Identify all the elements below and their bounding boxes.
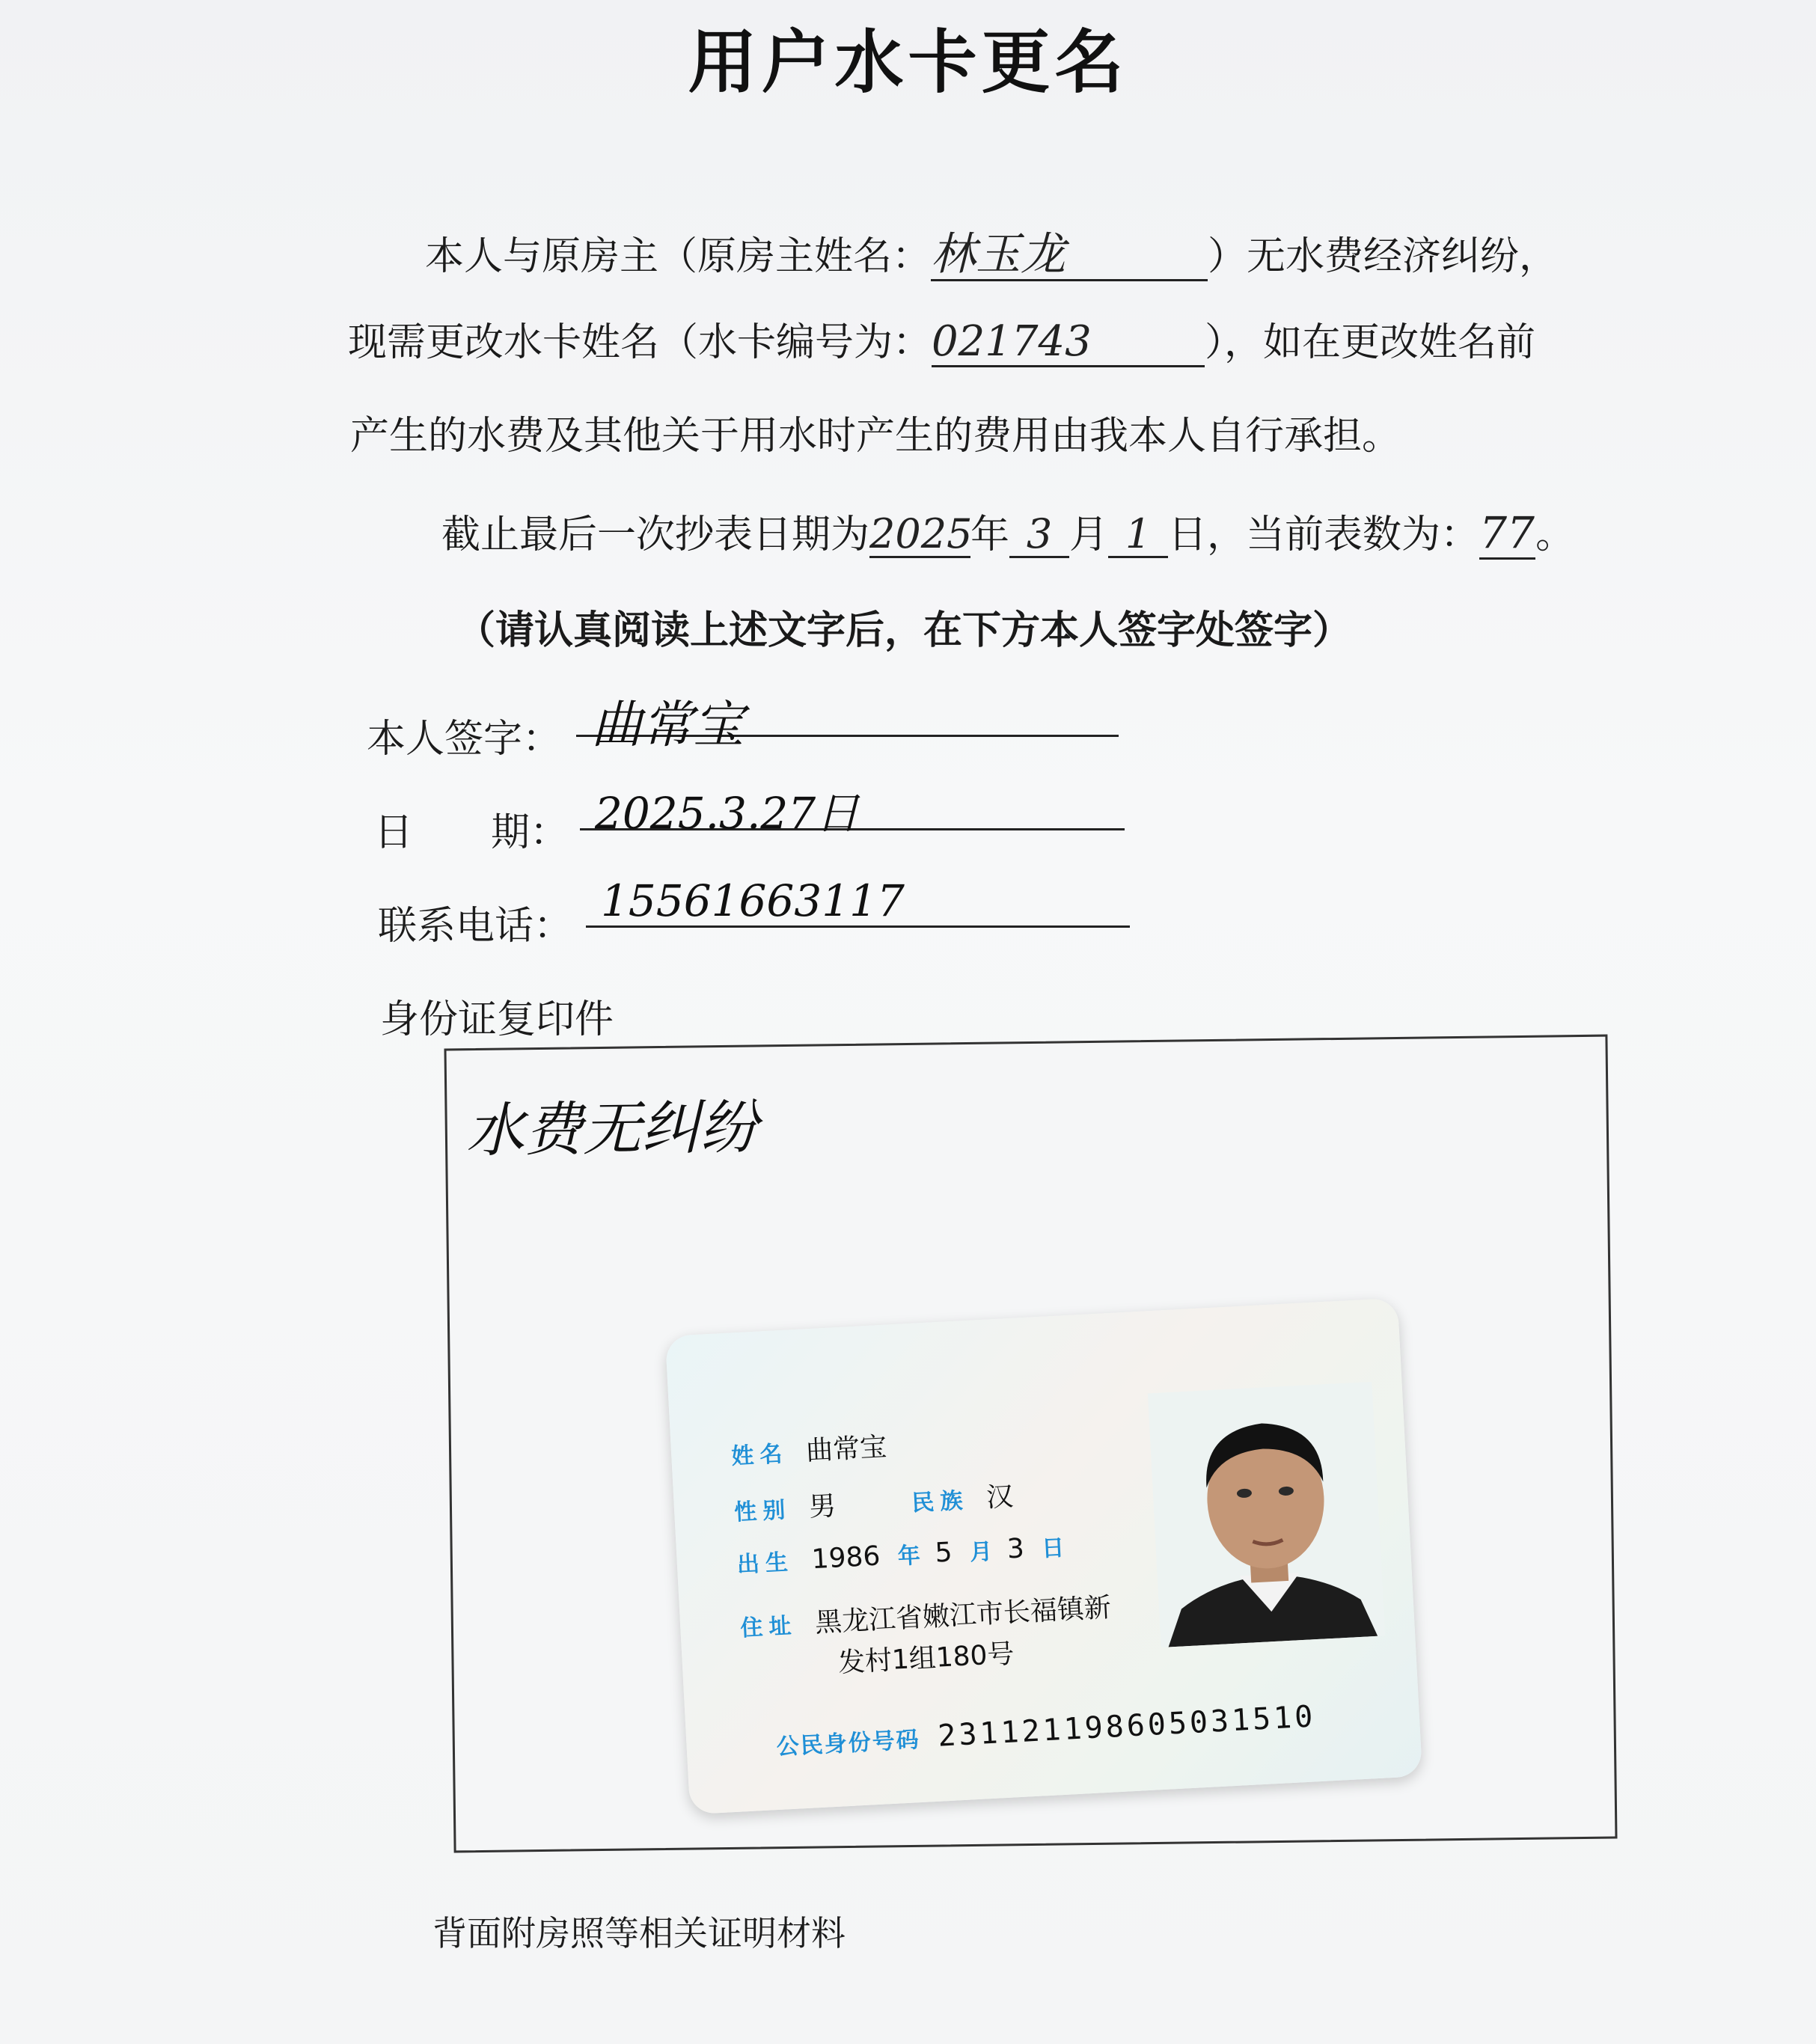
id-ethnic-label: 民族 bbox=[911, 1487, 970, 1517]
handwritten-note: 水费无纠纷 bbox=[465, 1094, 759, 1166]
id-address-row bbox=[739, 1586, 1112, 1644]
id-card-copy bbox=[665, 1298, 1422, 1814]
id-number-value: 231121198605031510 bbox=[937, 1699, 1317, 1754]
id-name-value: 曲常宝 bbox=[805, 1431, 888, 1467]
id-sex-row bbox=[733, 1475, 1015, 1528]
text-segment: 。 bbox=[1535, 512, 1575, 557]
id-birth-day: 3 bbox=[1006, 1533, 1025, 1565]
id-birth-row bbox=[736, 1528, 1089, 1579]
id-year-label: 年 bbox=[896, 1542, 927, 1570]
phone-value: 15561663117 bbox=[586, 875, 1130, 928]
id-day-label: 日 bbox=[1041, 1534, 1071, 1563]
id-sex-value: 男 bbox=[808, 1490, 837, 1523]
id-birth-label: 出生 bbox=[736, 1549, 795, 1579]
meter-reading-field: 77 bbox=[1479, 507, 1535, 558]
signature-value: 曲常宝 bbox=[576, 685, 1119, 737]
text-segment: 截止最后一次抄表日期为 bbox=[441, 512, 870, 557]
signature-label: 本人签字： bbox=[367, 717, 562, 762]
reading-month-field: 3 bbox=[1009, 512, 1069, 558]
paragraph-line-4 bbox=[441, 503, 1574, 560]
paragraph-line-3: 产生的水费及其他关于用水时产生的费用由我本人自行承担。 bbox=[350, 414, 1401, 459]
text-segment: 本人与原房主（原房主姓名： bbox=[425, 234, 932, 279]
paragraph-line-1 bbox=[425, 224, 1558, 281]
id-birth-month: 5 bbox=[934, 1537, 953, 1569]
id-ethnic-value: 汉 bbox=[985, 1481, 1015, 1514]
text-segment: 现需更改水卡姓名（水卡编号为： bbox=[348, 320, 932, 365]
id-name-row bbox=[730, 1426, 887, 1472]
text-segment: ）无水费经济纠纷， bbox=[1208, 234, 1559, 279]
reading-year-field: 2025 bbox=[869, 510, 973, 557]
id-sex-label: 性别 bbox=[733, 1496, 792, 1526]
date-label: 日 期： bbox=[374, 810, 569, 855]
id-copy-heading: 身份证复印件 bbox=[380, 997, 614, 1042]
id-address-line2: 发村1组180号 bbox=[837, 1638, 1015, 1679]
water-card-number-field: 021743 bbox=[932, 319, 1205, 367]
id-address-line1: 黑龙江省嫩江市长福镇新 bbox=[814, 1592, 1112, 1639]
id-month-label: 月 bbox=[969, 1538, 999, 1567]
text-segment: ），如在更改姓名前 bbox=[1205, 320, 1536, 365]
footer-note: 背面附房照等相关证明材料 bbox=[432, 1913, 846, 1953]
text-segment: 年 bbox=[970, 512, 1010, 557]
date-value: 2025.3.27日 bbox=[580, 778, 1125, 830]
phone-label: 联系电话： bbox=[378, 904, 573, 949]
reading-day-field: 1 bbox=[1108, 512, 1168, 558]
paragraph-line-2 bbox=[348, 310, 1535, 367]
id-number-row bbox=[775, 1699, 1316, 1762]
id-number-label: 公民身份号码 bbox=[775, 1727, 921, 1761]
page-title: 用户水卡更名 bbox=[688, 22, 1128, 102]
text-segment: 日，当前表数为： bbox=[1168, 512, 1480, 557]
owner-name-field: 林玉龙 bbox=[931, 230, 1208, 281]
instruction-note: （请认真阅读上述文字后，在下方本人签字处签字） bbox=[456, 608, 1352, 653]
id-name-label: 姓名 bbox=[730, 1440, 789, 1470]
id-address-label: 住址 bbox=[739, 1612, 798, 1642]
id-birth-year: 1986 bbox=[810, 1540, 881, 1576]
text-segment: 月 bbox=[1069, 512, 1109, 557]
id-photo bbox=[1148, 1382, 1385, 1647]
